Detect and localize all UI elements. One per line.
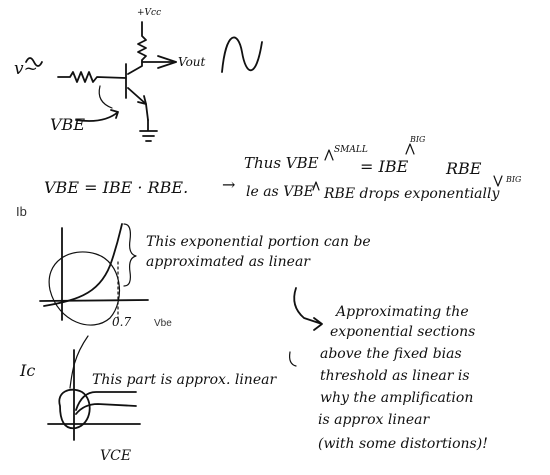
graph2-x-label: VCE: [100, 448, 132, 464]
arrow-from-linear: [290, 352, 296, 366]
graph1-brace: [124, 224, 136, 286]
input-resistor: [58, 72, 126, 82]
output-label: Vout: [178, 55, 206, 69]
conclusion-line-7: (with some distortions)!: [318, 436, 488, 452]
label-small: SMALL: [334, 145, 368, 155]
graph2-y-label: Ic: [20, 361, 36, 380]
equation-vbe: VBE = IBE · RBE.: [44, 178, 189, 197]
ib-vbe-graph: [40, 224, 148, 325]
graph1-x-tick: 0.7: [112, 315, 132, 329]
up-arrow-vbe: [313, 182, 319, 190]
vbe-label: VBE: [50, 115, 85, 134]
conclusion-line-2: exponential sections: [330, 324, 476, 340]
conclusion-line-4: threshold as linear is: [320, 368, 470, 384]
supply-label: +Vcc: [137, 8, 162, 18]
equation-ibe: = IBE: [360, 157, 409, 176]
input-label: v~: [14, 59, 38, 79]
graph1-y-label: Ib: [16, 204, 27, 219]
down-arrow-big: [494, 176, 502, 186]
graph1-curve: [44, 224, 122, 306]
output-sine: [222, 37, 262, 72]
note-exponential-line2: approximated as linear: [146, 254, 310, 270]
graph-link-arrow: [70, 336, 88, 388]
note-exponential-line1: This exponential portion can be: [146, 234, 371, 250]
equation-rbe: RBE: [446, 159, 482, 178]
up-arrow-small: [325, 150, 333, 160]
graph1-circle: [49, 252, 119, 325]
graph1-x-label: Vbe: [154, 318, 172, 329]
conclusion-line-6: is approx linear: [318, 412, 430, 428]
graph2-curve-2: [76, 404, 136, 414]
equation-line2: le as VBE: [246, 184, 314, 200]
equation-thus: Thus VBE: [244, 154, 319, 172]
arrow-from-note: [294, 288, 322, 330]
conclusion-line-1: Approximating the: [336, 304, 469, 320]
label-big-1: BIG: [410, 135, 426, 144]
conclusion-line-3: above the fixed bias: [320, 346, 462, 362]
equation-line2b: RBE drops exponentially: [324, 186, 500, 202]
ic-vce-graph: [48, 336, 140, 440]
collector-wire: [128, 22, 146, 74]
vbe-curve: [99, 86, 112, 108]
graph1-x-axis: [40, 300, 148, 301]
label-big-2: BIG: [506, 175, 522, 184]
ground-symbol: [140, 120, 157, 141]
conclusion-line-5: why the amplification: [320, 390, 474, 406]
up-arrow-big: [406, 144, 414, 154]
equation-arrow: →: [222, 175, 236, 194]
note-linear: This part is approx. linear: [92, 372, 277, 388]
